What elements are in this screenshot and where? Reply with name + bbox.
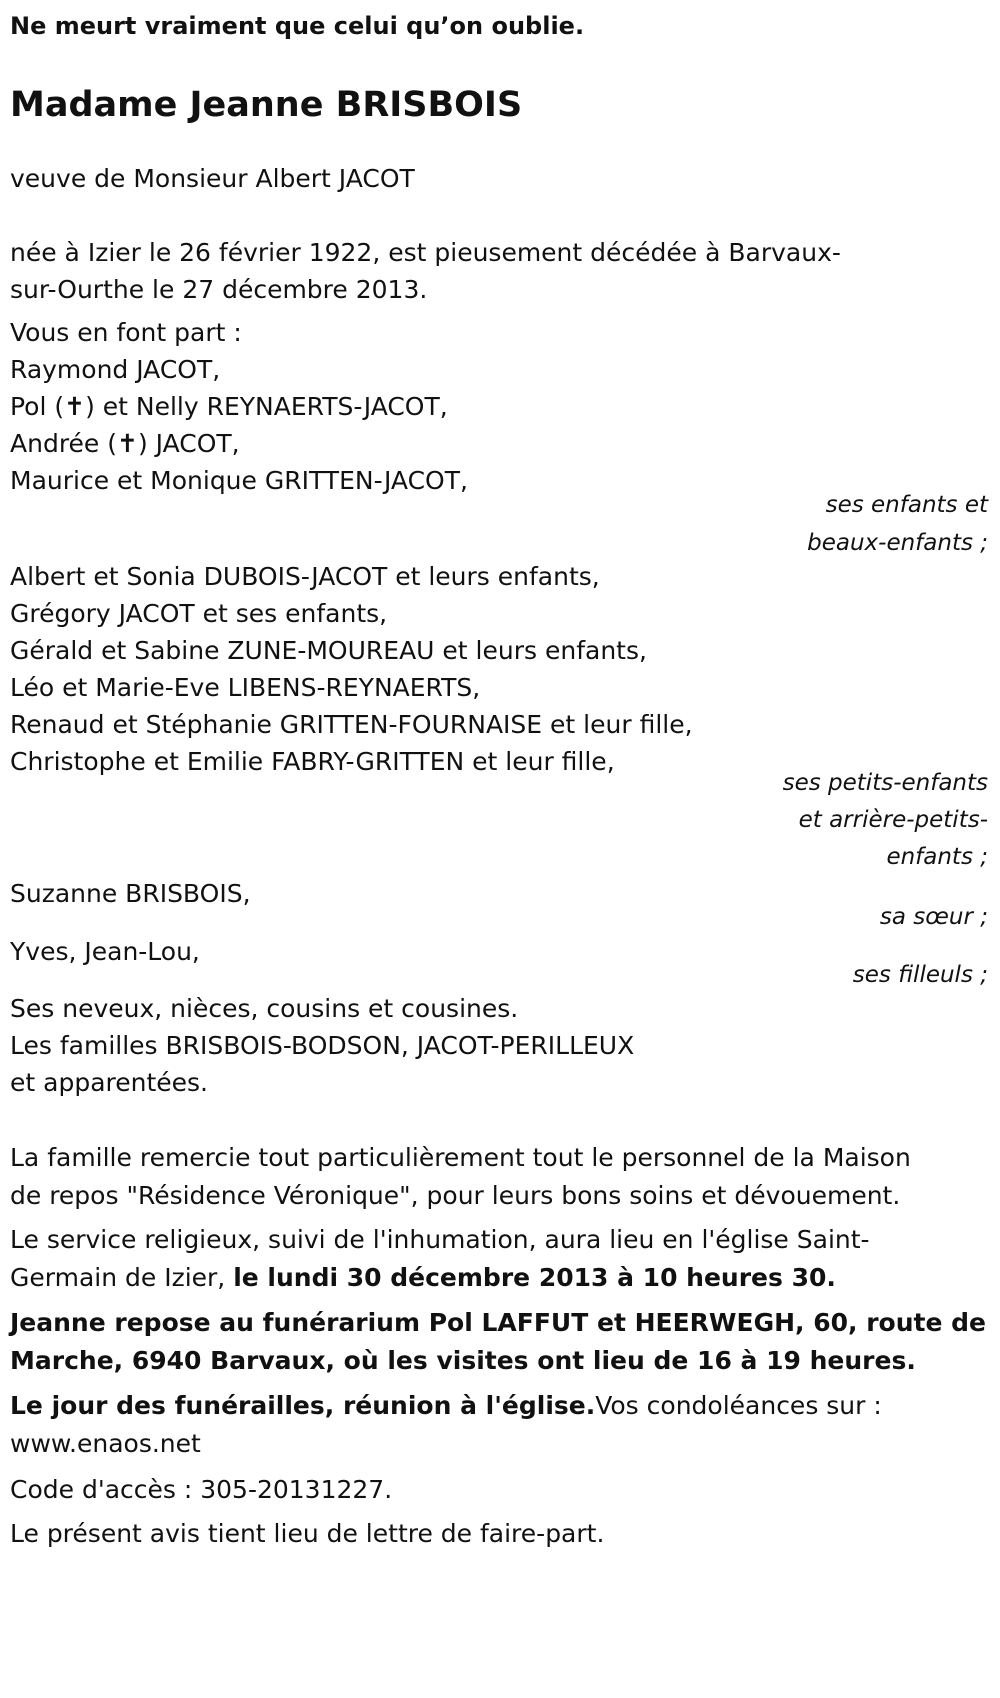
sister-label: sa sœur ;: [879, 904, 988, 930]
epigraph: Ne meurt vraiment que celui qu’on oublie.: [10, 12, 585, 40]
condolences-text: Vos condoléances sur :: [595, 1391, 882, 1420]
intro-text: Vous en font part :: [10, 318, 242, 347]
grandchildren-list: [10, 558, 990, 780]
condolences-website[interactable]: www.enaos.net: [10, 1429, 201, 1458]
thanks-line-1: La famille remercie tout particulièrement tout le personnel de la Maison: [10, 1143, 911, 1172]
grandchildren-label-line-2: et arrière-petits-: [798, 807, 988, 833]
birth-death-paragraph: [10, 233, 990, 310]
relatives-line: Ses neveux, nièces, cousins et cousines.: [10, 994, 519, 1023]
relatives-line: et apparentées.: [10, 1068, 208, 1097]
relatives-list: [10, 990, 990, 1101]
church-line: [10, 1387, 990, 1425]
sister-entry: [10, 874, 990, 914]
children-label: [807, 486, 988, 562]
thanks-paragraph: [10, 1139, 990, 1215]
grandchild-entry: Christophe et Emilie FABRY-GRITTEN et leur fille,: [10, 747, 615, 776]
deceased-name: Madame Jeanne BRISBOIS: [10, 85, 523, 125]
child-entry: Andrée (✝) JACOT,: [10, 429, 240, 458]
relatives-line: Les familles BRISBOIS-BODSON, JACOT-PERILLEUX: [10, 1031, 635, 1060]
service-line-1: Le service religieux, suivi de l'inhumation, aura lieu en l'église Saint-: [10, 1225, 870, 1254]
closing-text: Le présent avis tient lieu de lettre de faire-part.: [10, 1519, 605, 1548]
godchildren-names: Yves, Jean-Lou,: [10, 937, 200, 966]
access-code: Code d'accès : 305-20131227.: [10, 1475, 393, 1504]
children-label-line-2: beaux-enfants ;: [807, 530, 988, 556]
child-entry: Maurice et Monique GRITTEN-JACOT,: [10, 466, 468, 495]
service-location-text: Germain de Izier,: [10, 1263, 234, 1292]
grandchild-entry: Grégory JACOT et ses enfants,: [10, 599, 388, 628]
funerarium-line-2: Marche, 6940 Barvaux, où les visites ont lieu de 16 à 19 heures.: [10, 1346, 916, 1375]
grandchild-entry: Léo et Marie-Eve LIBENS-REYNAERTS,: [10, 673, 481, 702]
children-list: [10, 314, 990, 499]
child-entry: Raymond JACOT,: [10, 355, 221, 384]
grandchild-entry: Albert et Sonia DUBOIS-JACOT et leurs enfants,: [10, 562, 600, 591]
church-meeting-text: Le jour des funérailles, réunion à l'église.: [10, 1391, 596, 1420]
closing-line: [10, 1514, 990, 1554]
birth-death-line-2: sur-Ourthe le 27 décembre 2013.: [10, 275, 428, 304]
grandchildren-label: [783, 765, 988, 876]
widow-text: veuve de Monsieur Albert JACOT: [10, 164, 415, 193]
service-paragraph: [10, 1221, 990, 1297]
grandchild-entry: Gérald et Sabine ZUNE-MOUREAU et leurs enfants,: [10, 636, 647, 665]
thanks-line-2: de repos "Résidence Véronique", pour leurs bons soins et dévouement.: [10, 1181, 901, 1210]
godchildren-entry: [10, 932, 990, 972]
grandchildren-label-line-3: enfants ;: [886, 844, 988, 870]
access-code-line: [10, 1470, 990, 1510]
grandchild-entry: Renaud et Stéphanie GRITTEN-FOURNAISE et leur fille,: [10, 710, 693, 739]
service-date-time: le lundi 30 décembre 2013 à 10 heures 30.: [233, 1263, 836, 1292]
widow-line: [10, 159, 990, 199]
birth-death-line-1: née à Izier le 26 février 1922, est pieusement décédée à Barvaux-: [10, 238, 841, 267]
funerarium-line-1: Jeanne repose au funérarium Pol LAFFUT et HEERWEGH, 60, route de: [10, 1308, 986, 1337]
grandchildren-label-line-1: ses petits-enfants: [782, 770, 988, 796]
service-line-2: [10, 1259, 990, 1297]
sister-name: Suzanne BRISBOIS,: [10, 879, 251, 908]
children-label-line-1: ses enfants et: [825, 492, 988, 518]
child-entry: Pol (✝) et Nelly REYNAERTS-JACOT,: [10, 392, 448, 421]
godchildren-label: ses filleuls ;: [852, 962, 988, 988]
funerarium-paragraph: [10, 1304, 990, 1380]
church-paragraph: [10, 1387, 990, 1463]
